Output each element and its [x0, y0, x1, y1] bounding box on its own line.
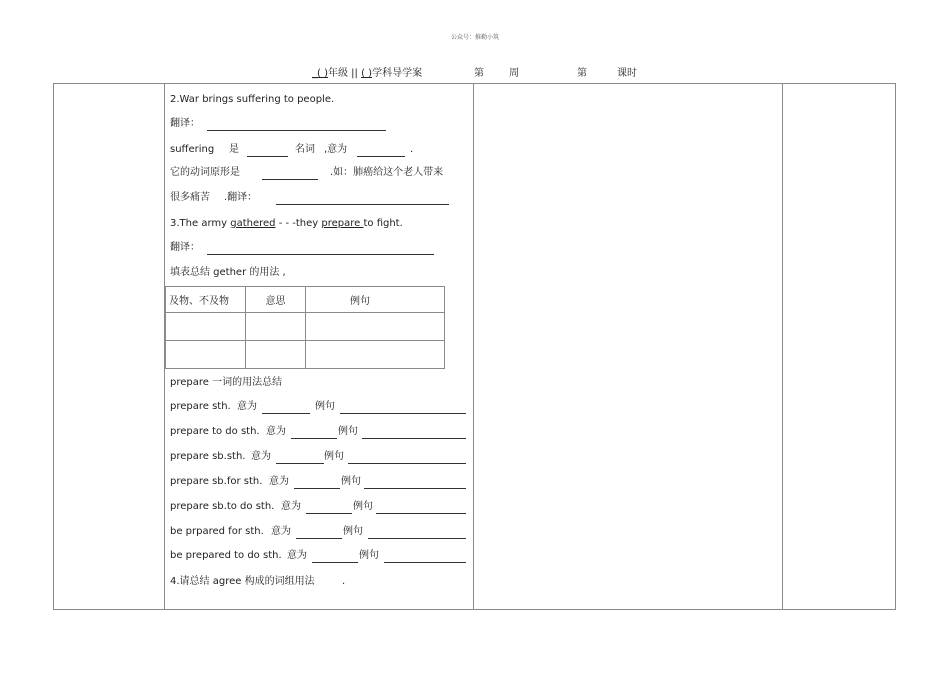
q3-sentence: 3.The army gathered - - -they prepare to fight.	[170, 218, 403, 229]
q2-sentence: 2.War brings suffering to people.	[170, 94, 335, 105]
grade-subject-title: _( )年级 || ( )学科导学案	[312, 68, 423, 79]
lesson-label-prefix: 第	[577, 68, 587, 79]
example-blank[interactable]	[368, 527, 466, 539]
table-header-row	[166, 287, 445, 313]
meaning-blank[interactable]	[291, 427, 337, 439]
meaning-blank[interactable]	[294, 477, 340, 489]
q2-example-translate-blank[interactable]	[276, 193, 449, 205]
example-blank[interactable]	[348, 452, 466, 464]
example-blank[interactable]	[376, 502, 466, 514]
table-cell[interactable]	[306, 313, 445, 341]
table-cell[interactable]	[246, 341, 306, 369]
prepare-usage-title: prepare 一词的用法总结	[170, 377, 283, 388]
table-cell[interactable]	[246, 313, 306, 341]
table-row	[166, 313, 445, 341]
prepare-word: prepare	[321, 218, 364, 229]
example-blank[interactable]	[384, 551, 466, 563]
example-blank[interactable]	[364, 477, 466, 489]
table-row	[166, 341, 445, 369]
table-cell[interactable]	[166, 341, 246, 369]
meaning-blank[interactable]	[262, 402, 310, 414]
gathered-word: gathered	[230, 218, 276, 229]
table-cell[interactable]	[306, 341, 445, 369]
q2-meaning-blank[interactable]	[357, 145, 405, 157]
q3-translate-blank[interactable]	[207, 243, 434, 255]
q2-verb-blank[interactable]	[262, 168, 318, 180]
q2-translate-blank[interactable]	[207, 119, 386, 131]
meaning-blank[interactable]	[276, 452, 324, 464]
meaning-blank[interactable]	[306, 502, 352, 514]
header-meaning: 意思	[246, 287, 306, 313]
main-column-content: 2.War brings suffering to people. 翻译： suffering 是 名词 ,意为 . 它的动词原形是 .如：肺癌给这个老人带来 很多痛苦 .翻译： 3.The army gathered - - -they prepare to fight. 翻译： 填表总结 gether 的用法 , 及物、不及物 意思 例句 prepare 一词的用法总结 prepare sth. 意为 例句 prepare to do sth. 意为 例句 prepare sb.sth. 意为 例句 prepare sb.for sth. 意为 例句 prepare sb.to do sth. 意为 例句 be prpared for sth. 意为 例句 be prepared to do sth. 意为 例句 4.请总结 agree 构成的词组用法 .	[0, 0, 950, 673]
watermark: 公众号：推勤小筑	[450, 34, 499, 41]
table-cell[interactable]	[166, 313, 246, 341]
header-transitivity: 及物、不及物	[166, 287, 246, 313]
gether-usage-table	[165, 286, 445, 369]
q3-table-intro: 填表总结 gether 的用法 ,	[170, 267, 286, 278]
meaning-blank[interactable]	[296, 527, 342, 539]
lesson-label: 课时	[617, 68, 637, 79]
example-blank[interactable]	[362, 427, 466, 439]
header-example: 例句	[306, 287, 445, 313]
example-blank[interactable]	[340, 402, 466, 414]
week-label-prefix: 第	[474, 68, 484, 79]
q2-pos-blank[interactable]	[247, 145, 288, 157]
meaning-blank[interactable]	[312, 551, 358, 563]
week-label: 周	[509, 68, 519, 79]
